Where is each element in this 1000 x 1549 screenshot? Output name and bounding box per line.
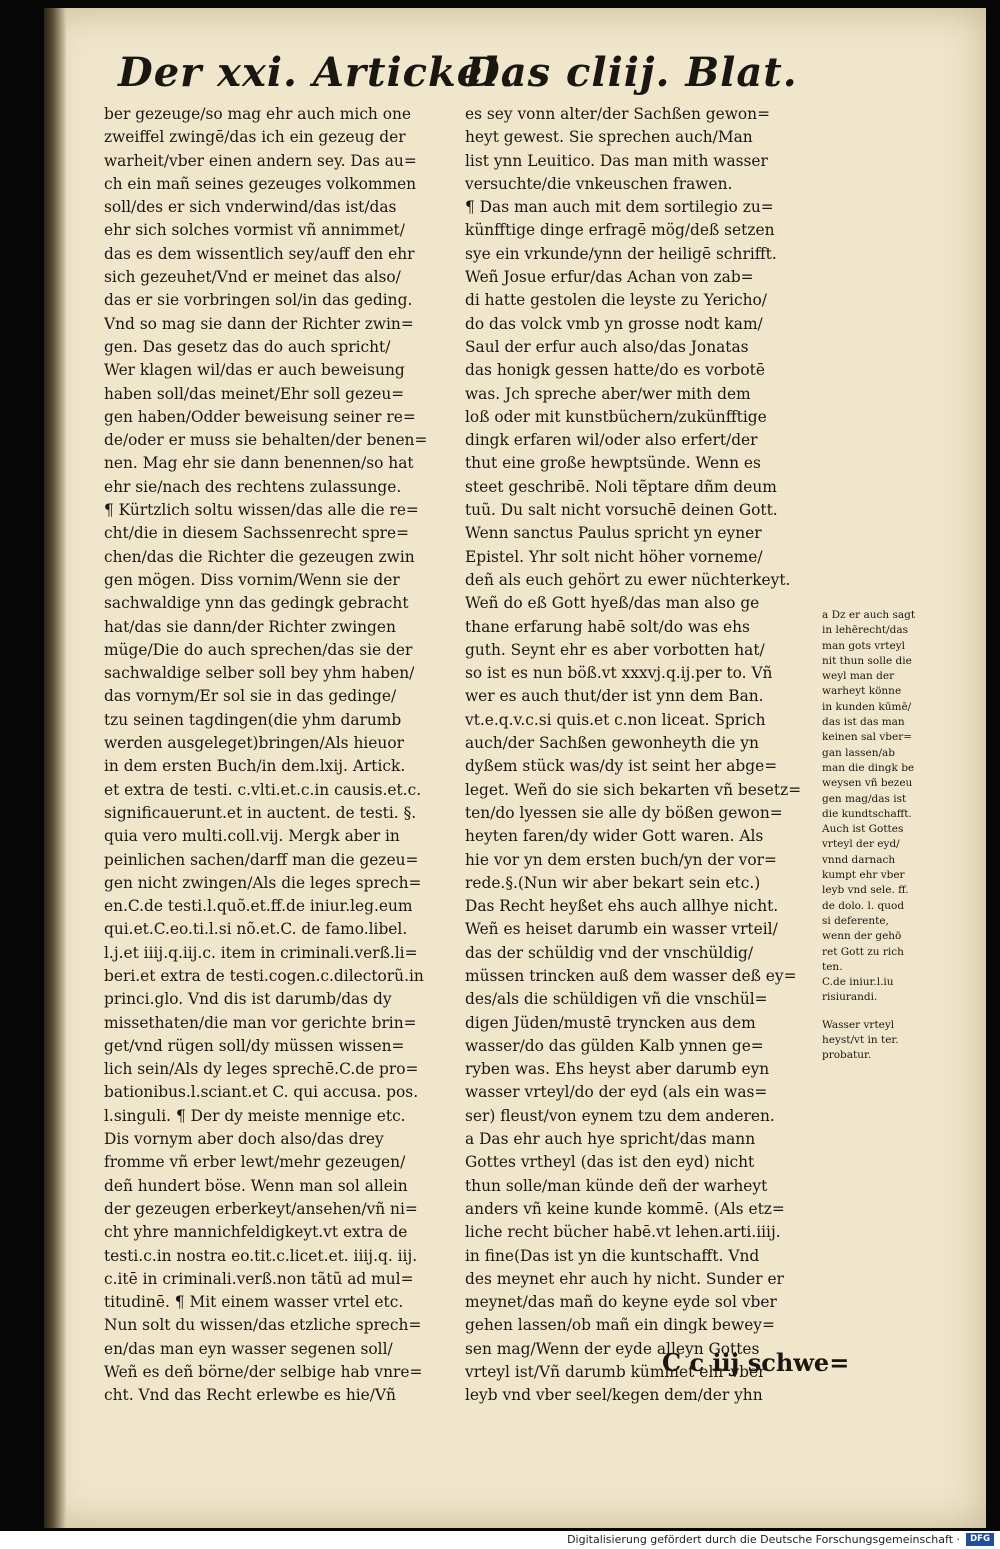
text-line: heyten faren/dy wider Gott waren. Als [465, 827, 764, 846]
margin-note-line: leyb vnd sele. ff. [822, 884, 909, 897]
text-line: wasser/do das gülden Kalb ynnen ge= [465, 1036, 764, 1055]
text-line: wer es auch thut/der ist ynn dem Ban. [465, 687, 764, 706]
margin-note-line: a Dz er auch sagt [822, 609, 916, 621]
margin-note-line: si deferente, [822, 914, 889, 927]
text-line: bationibus.l.sciant.et C. qui accusa. pos. [104, 1083, 419, 1102]
margin-note-line: gen mag/das ist [822, 792, 907, 805]
text-line: Vnd so mag sie dann der Richter zwin= [104, 314, 414, 333]
page-binding-edge [44, 8, 66, 1528]
text-line: qui.et.C.eo.ti.l.si nõ.et.C. de famo.libel. [104, 920, 408, 939]
text-line: thun solle/man künde deñ der warheyt [465, 1176, 768, 1195]
text-line: des meynet ehr auch hy nicht. Sunder er [465, 1269, 784, 1288]
text-line: en.C.de testi.l.quõ.et.ff.de iniur.leg.eum [104, 897, 413, 916]
text-line: l.j.et iiij.q.iij.c. item in criminali.verß.li= [104, 943, 418, 962]
margin-note-line: wenn der gehö [822, 930, 902, 943]
text-line: digen Jüden/mustē tryncken aus dem [465, 1013, 756, 1032]
catchword: C c iij schwe= [662, 1348, 850, 1377]
text-line: Gottes vrtheyl (das ist den eyd) nicht [465, 1153, 755, 1172]
text-line: c.itē in criminali.verß.non tãtũ ad mul= [104, 1269, 414, 1288]
text-line: so ist es nun böß.vt xxxvj.q.ij.per to. Vñ [465, 664, 773, 683]
text-line: lich sein/Als dy leges sprechē.C.de pro= [104, 1060, 419, 1079]
text-line: sen mag/Wenn der eyde alleyn Gottes [465, 1339, 760, 1358]
text-line: dingk erfaren wil/oder also erfert/der [465, 431, 758, 450]
text-line: testi.c.in nostra eo.tit.c.licet.et. iiij.q. iij. [104, 1246, 418, 1265]
text-line: ch ein mañ seines gezeuges volkommen [104, 174, 417, 193]
margin-note-line: man gots vrteyl [822, 639, 905, 652]
text-line: tuũ. Du salt nicht vorsuchē deinen Gott. [465, 501, 778, 520]
text-line: in fine(Das ist yn die kuntschafft. Vnd [465, 1246, 760, 1265]
margin-note-line: de dolo. l. quod [822, 899, 905, 912]
text-line: gen nicht zwingen/Als die leges sprech= [104, 873, 422, 892]
text-line: deñ als euch gehört zu ewer nüchterkeyt. [465, 570, 791, 589]
text-line: haben soll/das meinet/Ehr soll gezeu= [104, 384, 405, 403]
text-line: des/als die schüldigen vñ die vnschül= [465, 990, 768, 1009]
text-line: fromme vñ erber lewt/mehr gezeugen/ [104, 1153, 406, 1172]
text-line: soll/des er sich vnderwind/das ist/das [104, 198, 397, 217]
margin-note-line: gan lassen/ab [822, 746, 895, 759]
text-line: quia vero multi.coll.vij. Mergk aber in [104, 827, 400, 846]
margin-note-line: in lehērecht/das [822, 624, 909, 637]
text-line: hat/das sie dann/der Richter zwingen [104, 617, 396, 636]
margin-note-line: heyst/vt in ter. [822, 1034, 899, 1047]
text-line: gen mögen. Diss vornim/Wenn sie der [104, 570, 400, 589]
text-line: meynet/das mañ do keyne eyde sol vber [465, 1293, 777, 1312]
text-line: sye ein vrkunde/ynn der heiligē schrifft. [465, 244, 777, 263]
text-line: ehr sie/nach des rechtens zulassunge. [104, 477, 402, 496]
text-line: warheit/vber einen andern sey. Das au= [104, 151, 417, 170]
text-line: deñ hundert böse. Wenn man sol allein [104, 1176, 408, 1195]
text-line: der gezeugen erberkeyt/ansehen/vñ ni= [104, 1199, 418, 1218]
text-line: significauerunt.et in auctent. de testi. §. [104, 803, 417, 822]
text-line: guth. Seynt ehr es aber vorbotten hat/ [465, 640, 765, 659]
text-line: ber gezeuge/so mag ehr auch mich one [104, 105, 412, 123]
text-line: Weñ es deñ börne/der selbige hab vnre= [104, 1363, 423, 1382]
text-line: Weñ Josue erfur/das Achan von zab= [465, 268, 754, 287]
margin-note-line: weyl man der [822, 670, 895, 683]
text-line: thut eine große hewptsünde. Wenn es [465, 454, 761, 473]
footer-credit: Digitalisierung gefördert durch die Deutsche Forschungsgemeinschaft · [567, 1533, 960, 1546]
margin-note-line: ret Gott zu rich [822, 945, 904, 958]
text-line: do das volck vmb yn grosse nodt kam/ [465, 314, 763, 333]
text-line: sachwaldige selber soll bey yhm haben/ [104, 664, 415, 683]
text-line: a Das ehr auch hye spricht/das mann [465, 1130, 756, 1149]
text-line: de/oder er muss sie behalten/der benen= [104, 431, 428, 450]
text-line: Epistel. Yhr solt nicht höher vorneme/ [465, 547, 763, 566]
text-line: en/das man eyn wasser segenen soll/ [104, 1339, 393, 1358]
text-line: dyßem stück was/dy ist seint her abge= [465, 757, 778, 776]
text-line: loß oder mit kunstbüchern/zukünfftige [465, 407, 767, 426]
dfg-logo-icon: DFG [966, 1533, 994, 1546]
margin-note-line: Auch ist Gottes [822, 823, 904, 836]
text-line: ser) fleust/von eynem tzu dem anderen. [465, 1106, 775, 1125]
text-line: ten/do lyessen sie alle dy bößen gewon= [465, 803, 783, 822]
text-line: missethaten/die man vor gerichte brin= [104, 1013, 417, 1032]
text-line: leget. Weñ do sie sich bekarten vñ besetz= [465, 780, 802, 799]
text-line: cht/die in diesem Sachssenrecht spre= [104, 524, 410, 543]
running-header-right: Das cliij. Blat. [465, 49, 798, 96]
margin-note-line: man die dingk be [822, 761, 915, 774]
text-line: das er sie vorbringen sol/in das geding. [104, 291, 413, 310]
text-line: anders vñ keine kunde kommē. (Als etz= [465, 1199, 785, 1218]
text-line: das der schüldig vnd der vnschüldig/ [465, 943, 754, 962]
text-line: vrteyl ist/Vñ darumb kümmet ehr vber [465, 1363, 766, 1382]
text-line: Das Recht heyßet ehs auch allhye nicht. [465, 897, 779, 916]
margin-note-line: keinen sal vber= [822, 731, 913, 744]
text-line: ¶ Das man auch mit dem sortilegio zu= [465, 198, 774, 217]
text-line: cht yhre mannichfeldigkeyt.vt extra de [104, 1223, 408, 1242]
text-line: ¶ Kürtzlich soltu wissen/das alle die re= [104, 501, 419, 520]
text-line: peinlichen sachen/darff man die gezeu= [104, 850, 419, 869]
text-line: vt.e.q.v.c.si quis.et c.non liceat. Sprich [465, 710, 766, 729]
text-line: Nun solt du wissen/das etzliche sprech= [104, 1316, 422, 1335]
margin-note-line: ten. [822, 960, 843, 973]
text-line: heyt gewest. Sie sprechen auch/Man [465, 128, 753, 147]
text-line: ryben was. Ehs heyst aber darumb eyn [465, 1060, 770, 1079]
text-line: et extra de testi. c.vlti.et.c.in causis.et.c. [104, 780, 422, 799]
text-line: was. Jch spreche aber/wer mith dem [465, 384, 751, 403]
text-line: Dis vornym aber doch also/das drey [104, 1130, 384, 1149]
text-line: princi.glo. Vnd dis ist darumb/das dy [104, 990, 392, 1009]
text-line: wasser vrteyl/do der eyd (als ein was= [465, 1083, 768, 1102]
text-line: zweiffel zwingē/das ich ein gezeug der [104, 128, 406, 147]
text-line: das vornym/Er sol sie in das gedinge/ [104, 687, 397, 706]
text-line: gen haben/Odder beweisung seiner re= [104, 407, 416, 426]
text-line: l.singuli. ¶ Der dy meiste mennige etc. [104, 1106, 406, 1125]
text-line: Weñ es heiset darumb ein wasser vrteil/ [465, 920, 778, 939]
margin-note-line: in kunden kūmē/ [822, 700, 912, 713]
text-line: rede.§.(Nun wir aber bekart sein etc.) [465, 873, 761, 892]
text-line: cht. Vnd das Recht erlewbe es hie/Vñ [104, 1386, 396, 1405]
text-line: steet geschribē. Noli tẽptare dñm deum [465, 477, 777, 496]
margin-notes [822, 608, 940, 1064]
text-line: beri.et extra de testi.cogen.c.dilectorũ.in [104, 966, 424, 985]
margin-note-line: probatur. [822, 1049, 872, 1062]
text-line: Wer klagen wil/das er auch beweisung [104, 361, 405, 380]
margin-note-line: die kundtschafft. [822, 807, 912, 820]
text-line: tzu seinen tagdingen(die yhm darumb [104, 710, 402, 729]
margin-note-line: Wasser vrteyl [822, 1018, 895, 1031]
text-line: leyb vnd vber seel/kegen dem/der yhn [465, 1386, 763, 1405]
running-header-left: Der xxi. Artickel. [118, 49, 515, 96]
text-line: gehen lassen/ob mañ ein dingk bewey= [465, 1316, 775, 1335]
margin-note-line: vrteyl der eyd/ [822, 838, 900, 851]
text-line: Wenn sanctus Paulus spricht yn eyner [465, 524, 762, 543]
margin-note-line: nit thun solle die [822, 654, 912, 667]
text-line: müge/Die do auch sprechen/das sie der [104, 640, 413, 659]
text-line: chen/das die Richter die gezeugen zwin [104, 547, 415, 566]
margin-note-line: vnnd darnach [822, 853, 896, 866]
margin-note-line: risiurandi. [822, 991, 878, 1004]
text-line: auch/der Sachßen gewonheyth die yn [465, 734, 759, 753]
text-line: get/vnd rügen soll/dy müssen wissen= [104, 1036, 405, 1055]
text-line: thane erfarung habē solt/do was ehs [465, 617, 750, 636]
text-line: werden ausgeleget)bringen/Als hieuor [104, 734, 404, 753]
text-line: sich gezeuhet/Vnd er meinet das also/ [104, 268, 401, 287]
text-line: ehr sich solches vormist vñ annimmet/ [104, 221, 405, 240]
left-text-column [104, 103, 458, 1408]
text-line: das honigk gessen hatte/do es vorbotē [465, 361, 765, 380]
text-line: titudinē. ¶ Mit einem wasser vrtel etc. [104, 1293, 404, 1312]
text-line: sachwaldige ynn das gedingk gebracht [104, 594, 409, 613]
text-line: müssen trincken auß dem wasser deß ey= [465, 966, 797, 985]
text-line: list ynn Leuitico. Das man mith wasser [465, 151, 768, 170]
text-line: versuchte/die vnkeuschen frawen. [465, 174, 733, 193]
text-line: di hatte gestolen die leyste zu Yericho/ [465, 291, 767, 310]
text-line: es sey vonn alter/der Sachßen gewon= [465, 105, 770, 123]
text-line: Weñ do eß Gott hyeß/das man also ge [465, 594, 760, 613]
right-text-column [465, 103, 817, 1408]
text-line: Saul der erfur auch also/das Jonatas [465, 337, 749, 356]
text-line: hie vor yn dem ersten buch/yn der vor= [465, 850, 777, 869]
text-line: liche recht bücher habē.vt lehen.arti.iiij. [465, 1223, 781, 1242]
footer-bar [0, 1531, 1000, 1549]
text-line: künfftige dinge erfragē mög/deß setzen [465, 221, 775, 240]
text-line: in dem ersten Buch/in dem.lxij. Artick. [104, 757, 406, 776]
margin-note-line: das ist das man [822, 716, 905, 729]
margin-note-line: kumpt ehr vber [822, 869, 905, 882]
text-line: das es dem wissentlich sey/auff den ehr [104, 244, 415, 263]
text-line: gen. Das gesetz das do auch spricht/ [104, 337, 391, 356]
margin-note-line: weysen vñ bezeu [822, 777, 913, 790]
margin-note-line: warheyt könne [822, 685, 902, 698]
text-line: nen. Mag ehr sie dann benennen/so hat [104, 454, 414, 473]
margin-note-line: C.de iniur.l.iu [822, 976, 894, 989]
